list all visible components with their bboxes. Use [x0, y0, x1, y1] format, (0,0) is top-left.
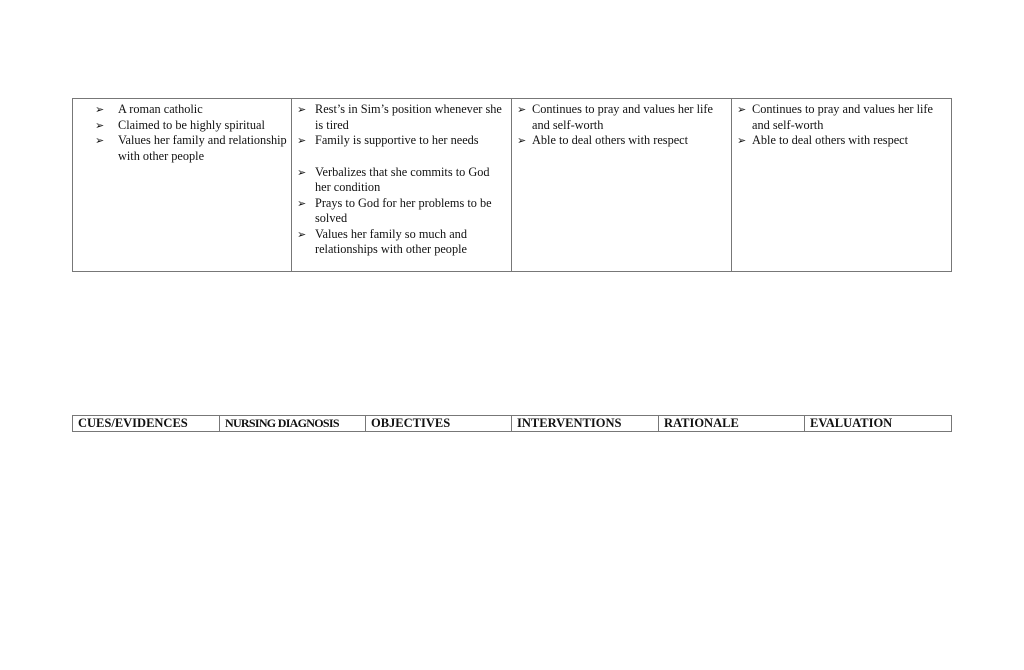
list-item: ➢ Prays to God for her problems to be solved: [297, 195, 492, 225]
header-rationale: RATIONALE: [659, 416, 805, 431]
arrow-bullet-icon: ➢: [297, 165, 307, 179]
list-item: ➢ Values her family and relationship with other people: [95, 133, 287, 163]
header-cues: CUES/EVIDENCES: [73, 416, 220, 431]
list-item: ➢ Continues to pray and values her life and self-worth: [517, 102, 713, 132]
arrow-bullet-icon: ➢: [95, 118, 105, 132]
header-interventions: INTERVENTIONS: [512, 416, 659, 431]
care-plan-table: [72, 98, 952, 272]
care-plan-header-table: [72, 415, 952, 432]
arrow-bullet-icon: ➢: [297, 134, 307, 147]
interventions-cell: [732, 99, 951, 271]
objectives-cell: [512, 99, 732, 271]
arrow-bullet-icon: ➢: [95, 103, 105, 116]
list-item: ➢ Rest’s in Sim’s position whenever she is tired: [297, 102, 502, 132]
arrow-bullet-icon: ➢: [95, 134, 105, 147]
list-item: ➢ Values her family so much and relationships with other people: [297, 226, 467, 256]
header-objectives: OBJECTIVES: [366, 416, 512, 431]
arrow-bullet-icon: ➢: [297, 196, 307, 210]
list-item: ➢ A roman catholic: [95, 102, 203, 116]
arrow-bullet-icon: ➢: [297, 103, 307, 116]
list-item: ➢ Able to deal others with respect: [517, 133, 689, 147]
list-item: ➢ Continues to pray and values her life and self-worth: [737, 102, 933, 132]
cues-cell: [73, 99, 292, 271]
arrow-bullet-icon: ➢: [517, 134, 527, 147]
list-item: ➢ Family is supportive to her needs: [297, 133, 479, 147]
header-nursing-diagnosis: NURSING DIAGNOSIS: [220, 416, 366, 431]
list-item: ➢ Able to deal others with respect: [737, 133, 909, 147]
list-item: ➢ Claimed to be highly spiritual: [95, 117, 265, 132]
diagnosis-cell: [292, 99, 512, 271]
arrow-bullet-icon: ➢: [737, 134, 747, 147]
arrow-bullet-icon: ➢: [517, 103, 527, 116]
list-item: ➢ Verbalizes that she commits to God her condition: [297, 164, 490, 194]
arrow-bullet-icon: ➢: [737, 103, 747, 116]
header-evaluation: EVALUATION: [810, 416, 893, 430]
arrow-bullet-icon: ➢: [297, 227, 307, 241]
